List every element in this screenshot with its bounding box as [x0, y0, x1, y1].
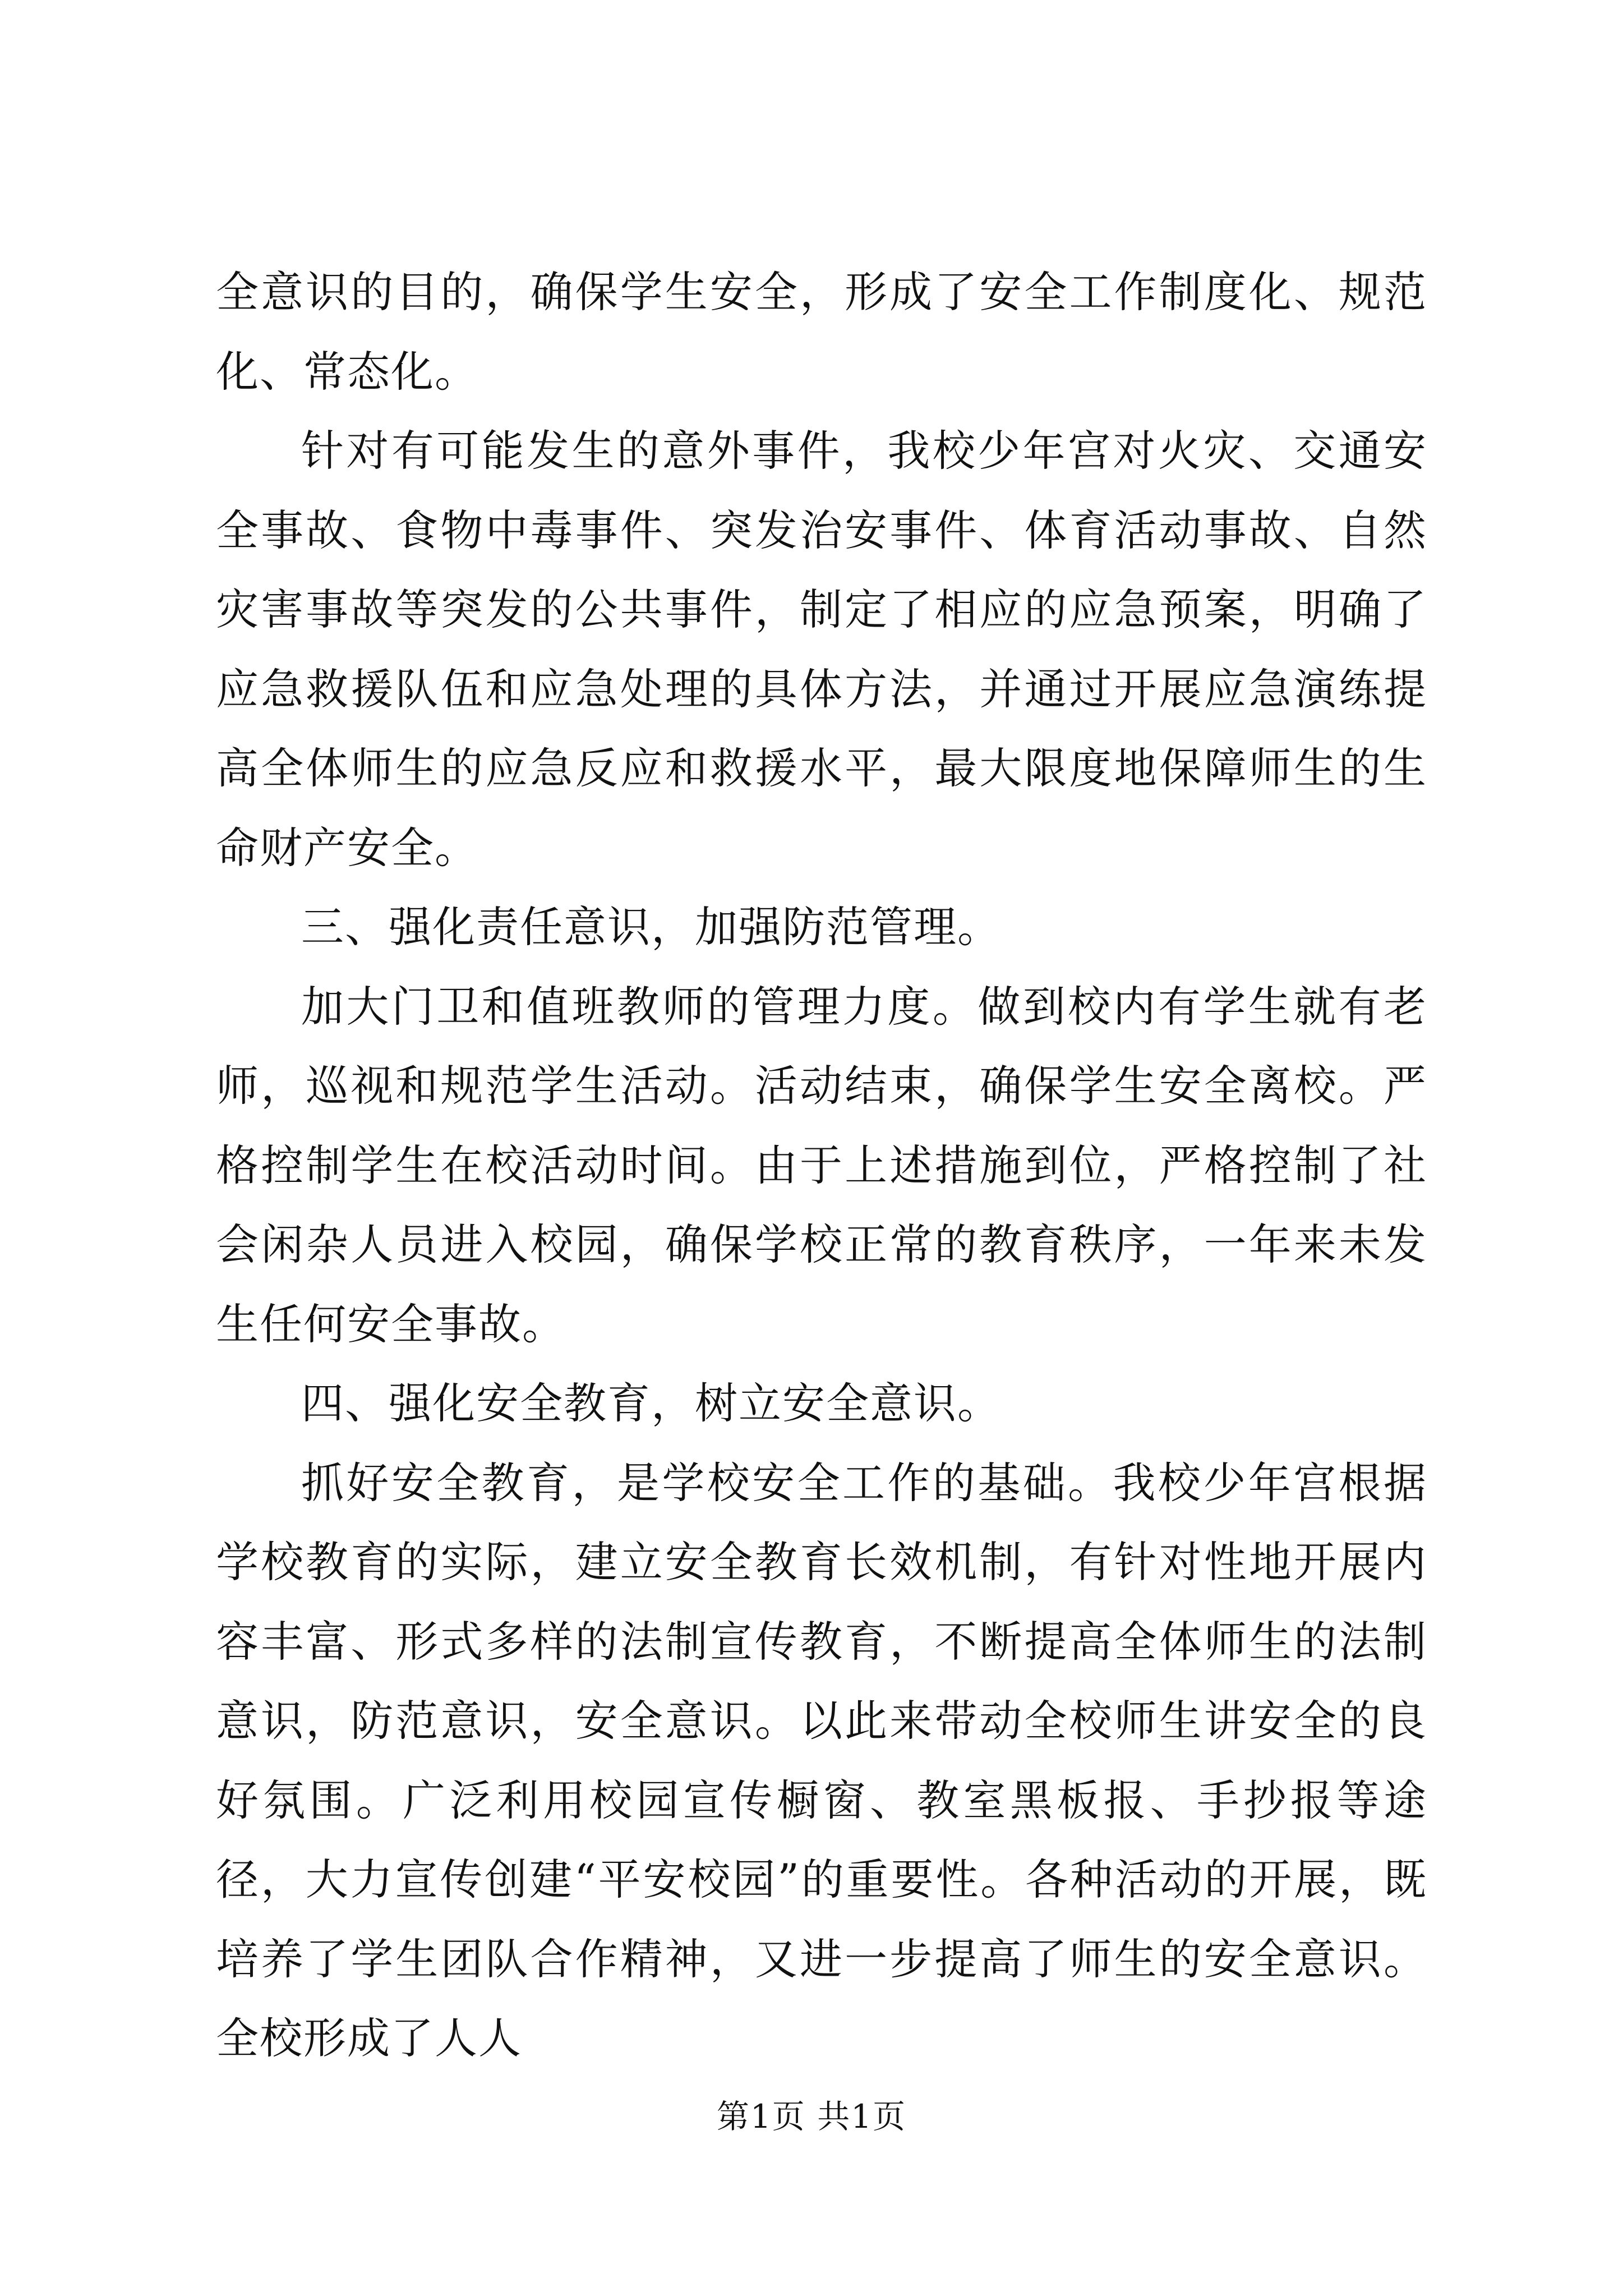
section-heading-responsibility: 三、强化责任意识，加强防范管理。 [301, 902, 1001, 952]
document-body [216, 252, 1427, 2078]
page-footer: 第1页 共1页 [716, 2097, 907, 2136]
paragraph-safety-education: 抓好安全教育，是学校安全工作的基础。我校少年宫根据学校教育的实际，建立安全教育长效机制，有针对性地开展内容丰富、形式多样的法制宣传教育，不断提高全体师生的法制意识，防范意识，安全意识。以此来带动全校师生讲安全的良好氛围。广泛利用校园宣传橱窗、教室黑板报、手抄报等途径，大力宣传创建“平安校园”的重要性。各种活动的开展，既培养了学生团队合作精神，又进一步提高了师生的安全意识。全校形成了人人 [216, 1457, 1427, 2063]
paragraph-continuation: 全意识的目的，确保学生安全，形成了安全工作制度化、规范化、常态化。 [216, 267, 1427, 397]
paragraph-emergency-plans: 针对有可能发生的意外事件，我校少年宫对火灾、交通安全事故、食物中毒事件、突发治安事件、体育活动事故、自然灾害事故等突发的公共事件，制定了相应的应急预案，明确了应急救援队伍和应急处理的具体方法，并通过开展应急演练提高全体师生的应急反应和救援水平，最大限度地保障师生的生命财产安全。 [216, 426, 1427, 873]
paragraph-gate-management: 加大门卫和值班教师的管理力度。做到校内有学生就有老师，巡视和规范学生活动。活动结束，确保学生安全离校。严格控制学生在校活动时间。由于上述措施到位，严格控制了社会闲杂人员进入校园，确保学校正常的教育秩序，一年来未发生任何安全事故。 [216, 981, 1427, 1349]
section-heading-safety-education: 四、强化安全教育，树立安全意识。 [301, 1378, 1001, 1428]
